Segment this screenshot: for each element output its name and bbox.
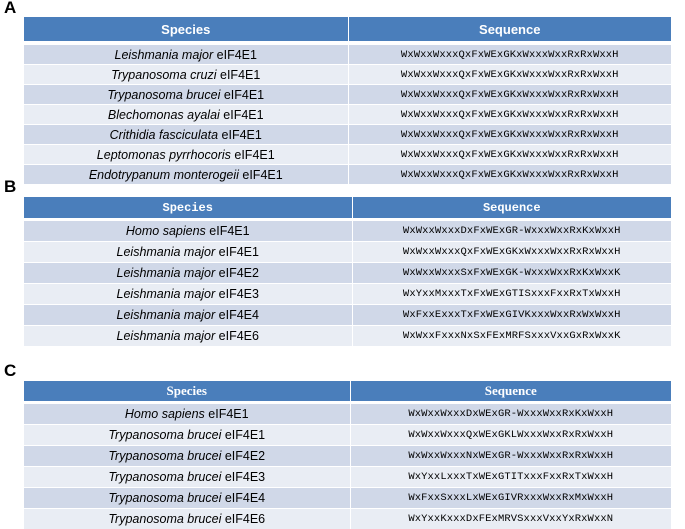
sequence-cell: WxWxxWxxxQxFxWExGKxWxxxWxxRxRxWxxH (348, 85, 671, 105)
table-row (24, 65, 671, 85)
species-name: Trypanosoma brucei (108, 428, 221, 442)
sequence-cell: WxFxxExxxTxFxWExGIVKxxxWxxRxWxWxxH (352, 305, 671, 326)
protein-name: eIF4E2 (221, 449, 265, 463)
species-sequence-table-b (24, 197, 671, 346)
species-name: Leishmania major (115, 48, 214, 62)
species-name: Leishmania major (117, 329, 216, 343)
sequence-cell: WxWxxWxxxQxFxWExGKxWxxxWxxRxRxWxxH (348, 65, 671, 85)
species-cell (24, 403, 350, 425)
protein-name: eIF4E1 (218, 128, 262, 142)
species-name: Endotrypanum monterogeii (89, 168, 239, 182)
species-name: Leishmania major (117, 245, 216, 259)
species-cell (24, 65, 348, 85)
protein-name: eIF4E3 (215, 287, 259, 301)
species-cell (24, 467, 350, 488)
sequence-column-header: Sequence (350, 381, 671, 403)
species-cell (24, 220, 352, 242)
species-name: Homo sapiens (126, 224, 206, 238)
protein-name: eIF4E1 (217, 68, 261, 82)
panel-b-letter: B (4, 177, 16, 197)
sequence-cell: WxYxxMxxxTxFxWExGTISxxxFxxRxTxWxxH (352, 284, 671, 305)
species-cell (24, 242, 352, 263)
table-row (24, 220, 671, 242)
species-cell (24, 263, 352, 284)
species-cell (24, 85, 348, 105)
species-sequence-table-c (24, 381, 671, 529)
species-name: Leptomonas pyrrhocoris (97, 148, 231, 162)
species-cell (24, 125, 348, 145)
sequence-cell: WxWxxWxxxQxFxWExGKxWxxxWxxRxRxWxxH (348, 145, 671, 165)
species-name: Blechomonas ayalai (108, 108, 220, 122)
species-name: Trypanosoma brucei (107, 88, 220, 102)
header-row (24, 197, 671, 220)
table-row (24, 467, 671, 488)
table-row (24, 509, 671, 529)
protein-name: eIF4E2 (215, 266, 259, 280)
table-row (24, 105, 671, 125)
species-cell (24, 43, 348, 65)
table-row (24, 165, 671, 185)
protein-name: eIF4E1 (215, 245, 259, 259)
protein-name: eIF4E3 (221, 470, 265, 484)
sequence-cell: WxWxxWxxxQxFxWExGKxWxxxWxxRxRxWxxH (348, 125, 671, 145)
protein-name: eIF4E1 (239, 168, 283, 182)
sequence-cell: WxWxxWxxxNxWExGR-WxxxWxxRxRxWxxH (350, 446, 671, 467)
panel-a-letter: A (4, 0, 16, 18)
table-row (24, 125, 671, 145)
species-cell (24, 446, 350, 467)
species-column-header: Species (24, 197, 352, 220)
species-column-header: Species (24, 381, 350, 403)
sequence-cell: WxWxxFxxxNxSxFExMRFSxxxVxxGxRxWxxK (352, 326, 671, 347)
table-row (24, 488, 671, 509)
protein-name: eIF4E4 (221, 491, 265, 505)
species-name: Leishmania major (117, 266, 216, 280)
protein-name: eIF4E6 (215, 329, 259, 343)
table-row (24, 326, 671, 347)
panel-c-letter: C (4, 361, 16, 381)
protein-name: eIF4E1 (221, 428, 265, 442)
species-cell (24, 425, 350, 446)
sequence-cell: WxWxxWxxxDxWExGR-WxxxWxxRxKxWxxH (350, 403, 671, 425)
species-column-header: Species (24, 17, 348, 43)
protein-name: eIF4E6 (221, 512, 265, 526)
species-name: Crithidia fasciculata (110, 128, 218, 142)
species-cell (24, 305, 352, 326)
table-row (24, 85, 671, 105)
protein-name: eIF4E1 (205, 407, 249, 421)
sequence-column-header: Sequence (348, 17, 671, 43)
species-cell (24, 145, 348, 165)
table-row (24, 263, 671, 284)
table-row (24, 403, 671, 425)
protein-name: eIF4E1 (220, 108, 264, 122)
header-row (24, 381, 671, 403)
sequence-cell: WxWxxWxxxQxFxWExGKxWxxxWxxRxRxWxxH (348, 43, 671, 65)
species-name: Trypanosoma brucei (108, 470, 221, 484)
species-cell (24, 326, 352, 347)
table-row (24, 425, 671, 446)
species-cell (24, 105, 348, 125)
table-row (24, 284, 671, 305)
species-name: Trypanosoma brucei (108, 449, 221, 463)
species-name: Leishmania major (117, 308, 216, 322)
protein-name: eIF4E1 (206, 224, 250, 238)
protein-name: eIF4E1 (220, 88, 264, 102)
species-name: Trypanosoma cruzi (111, 68, 216, 82)
header-row (24, 17, 671, 43)
species-cell (24, 488, 350, 509)
sequence-cell: WxWxxWxxxQxWExGKLWxxxWxxRxRxWxxH (350, 425, 671, 446)
species-name: Trypanosoma brucei (108, 491, 221, 505)
sequence-cell: WxWxxWxxxQxFxWExGKxWxxxWxxRxRxWxxH (348, 105, 671, 125)
protein-name: eIF4E1 (231, 148, 275, 162)
sequence-cell: WxYxxKxxxDxFExMRVSxxxVxxYxRxWxxN (350, 509, 671, 529)
sequence-cell: WxFxxSxxxLxWExGIVRxxxWxxRxMxWxxH (350, 488, 671, 509)
protein-name: eIF4E1 (213, 48, 257, 62)
species-cell (24, 284, 352, 305)
table-row (24, 305, 671, 326)
species-sequence-table-a (24, 17, 671, 184)
species-name: Homo sapiens (125, 407, 205, 421)
sequence-column-header: Sequence (352, 197, 671, 220)
sequence-cell: WxWxxWxxxSxFxWExGK-WxxxWxxRxKxWxxK (352, 263, 671, 284)
species-cell (24, 165, 348, 185)
sequence-cell: WxYxxLxxxTxWExGTITxxxFxxRxTxWxxH (350, 467, 671, 488)
protein-name: eIF4E4 (215, 308, 259, 322)
species-name: Leishmania major (117, 287, 216, 301)
sequence-cell: WxWxxWxxxDxFxWExGR-WxxxWxxRxKxWxxH (352, 220, 671, 242)
table-row (24, 145, 671, 165)
sequence-cell: WxWxxWxxxQxFxWExGKxWxxxWxxRxRxWxxH (348, 165, 671, 185)
table-row (24, 43, 671, 65)
sequence-cell: WxWxxWxxxQxFxWExGKxWxxxWxxRxRxWxxH (352, 242, 671, 263)
table-row (24, 446, 671, 467)
species-name: Trypanosoma brucei (108, 512, 221, 526)
table-row (24, 242, 671, 263)
species-cell (24, 509, 350, 529)
